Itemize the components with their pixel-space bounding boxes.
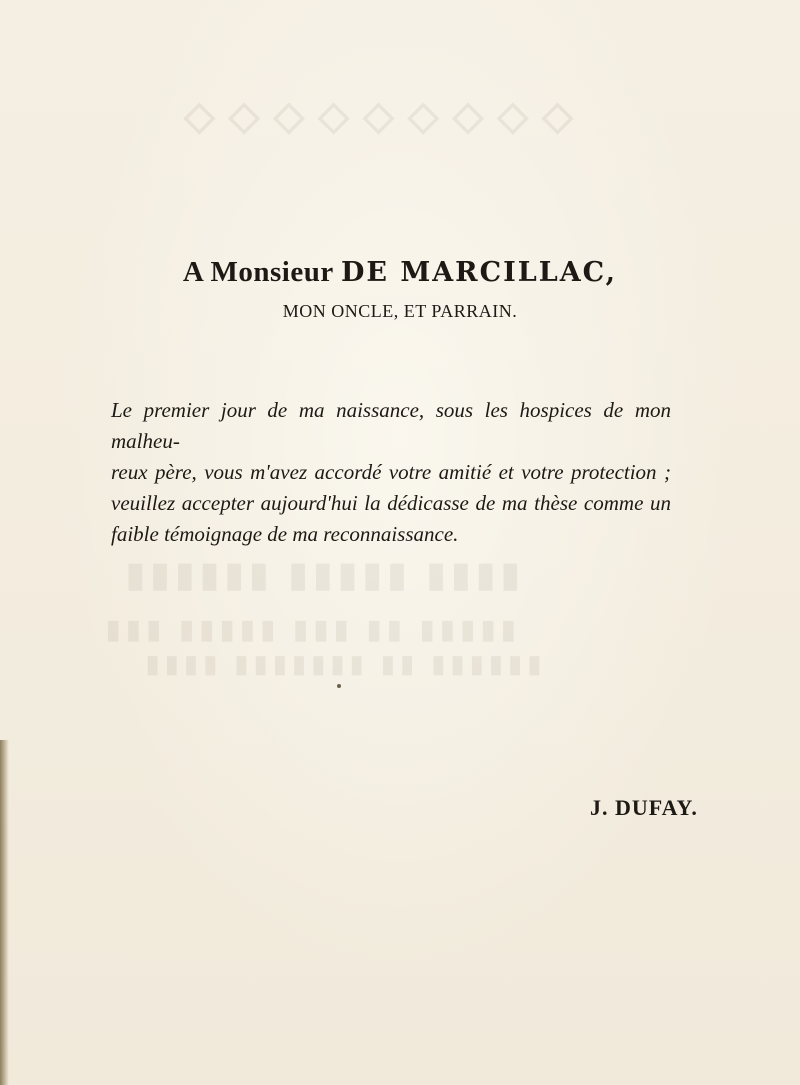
bleed-through-decoration: ▮▮▮▮ ▮▮▮▮▮ ▮▮▮▮▮▮ <box>120 557 520 594</box>
dedication-prefix: A Monsieur <box>182 256 341 288</box>
dedication-subtitle: MON ONCLE, ET PARRAIN. <box>282 301 518 321</box>
body-line: reux père, vous m'avez accordé votre amitié et votre protection ; <box>111 460 671 484</box>
dedication-body <box>111 395 671 550</box>
bleed-through-decoration: ◇◇◇◇◇◇◇◇◇ <box>170 93 573 138</box>
body-line: faible témoignage de ma reconnaissance. <box>111 522 459 546</box>
body-line: veuillez accepter aujourd'hui la dédicasse de ma thèse comme un <box>111 491 671 515</box>
page-edge-shadow <box>0 740 9 1085</box>
bleed-through-decoration: ▮▮▮▮▮ ▮▮ ▮▮▮ ▮▮▮▮▮ ▮▮▮ <box>100 615 516 644</box>
dedication-heading <box>0 256 800 289</box>
ink-speck <box>337 684 341 688</box>
bleed-through-decoration: ▮▮▮▮▮▮ ▮▮ ▮▮▮▮▮▮▮ ▮▮▮▮ <box>140 652 541 678</box>
signature: J. DUFAY. <box>590 795 698 820</box>
body-line: Le premier jour de ma naissance, sous les hospices de mon malheu- <box>111 398 671 453</box>
dedication-name: DE MARCILLAC, <box>340 257 618 288</box>
